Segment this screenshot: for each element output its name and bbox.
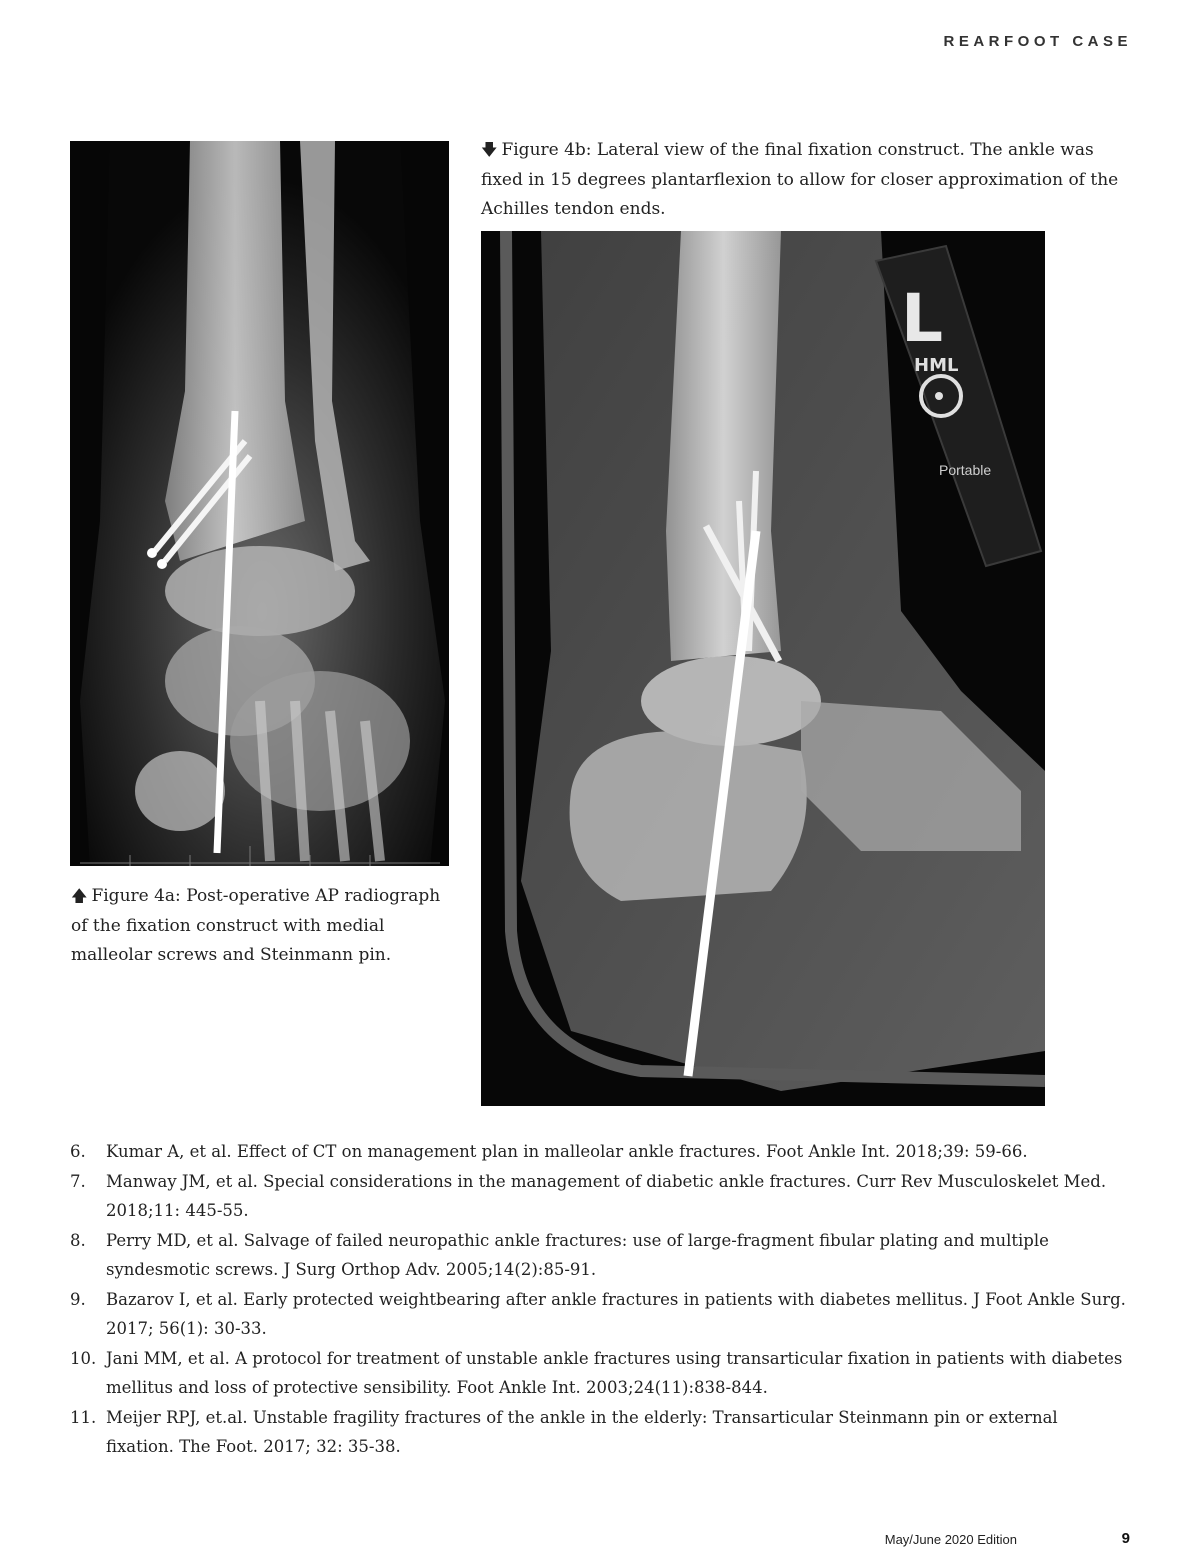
reference-item: 6. Kumar A, et al. Effect of CT on management plan in malleolar ankle fractures. Foot Ankle Int. 2018;39: 59-66. [70, 1142, 1028, 1161]
page-number: 9 [1121, 1530, 1130, 1547]
arrow-down-icon: 🡇 [481, 140, 498, 159]
figure-4b-caption [481, 135, 1131, 225]
marker-portable-label: Portable [939, 462, 992, 478]
figure-4a-caption-text: Figure 4a: Post-operative AP radiograph of the fixation construct with medial malleolar screws and Steinmann pin. [71, 886, 441, 965]
marker-letter: L [901, 280, 944, 357]
reference-list [70, 1137, 1130, 1462]
arrow-up-icon: 🡅 [71, 886, 88, 905]
reference-item: 8. Perry MD, et al. Salvage of failed neuropathic ankle fractures: use of large-fragment fibular plating and multiple syndesmotic screws. J Surg Orthop Adv. 2005;14(2):85-91. [70, 1230, 1049, 1279]
figure-4a-radiograph [70, 141, 449, 866]
reference-item: 11. Meijer RPJ, et.al. Unstable fragility fractures of the ankle in the elderly: Transarticular Steinmann pin or external fixation. The Foot. 2017; 32: 35-38. [70, 1407, 1058, 1456]
section-label: REARFOOT CASE [943, 33, 1132, 50]
reference-item: 7. Manway JM, et al. Special considerations in the management of diabetic ankle fractures. Curr Rev Musculoskelet Med. 2018;11: 445-55. [70, 1171, 1107, 1220]
figure-4b-radiograph [481, 231, 1045, 1106]
marker-initials: HML [914, 355, 959, 376]
reference-item: 10. Jani MM, et al. A protocol for treatment of unstable ankle fractures using transarticular fixation in patients with diabetes mellitus and loss of protective sensibility. Foot Ankle Int. 2003;24(11):838-844. [70, 1348, 1123, 1397]
figure-4a-caption [71, 881, 446, 971]
figure-4b-caption-text: Figure 4b: Lateral view of the final fixation construct. The ankle was fixed in 15 degrees plantarflexion to allow for closer approximation of the Achilles tendon ends. [481, 140, 1119, 219]
footer-edition: May/June 2020 Edition [884, 1532, 1017, 1547]
reference-item: 9. Bazarov I, et al. Early protected weightbearing after ankle fractures in patients with diabetes mellitus. J Foot Ankle Surg. 2017; 56(1): 30-33. [70, 1289, 1126, 1338]
